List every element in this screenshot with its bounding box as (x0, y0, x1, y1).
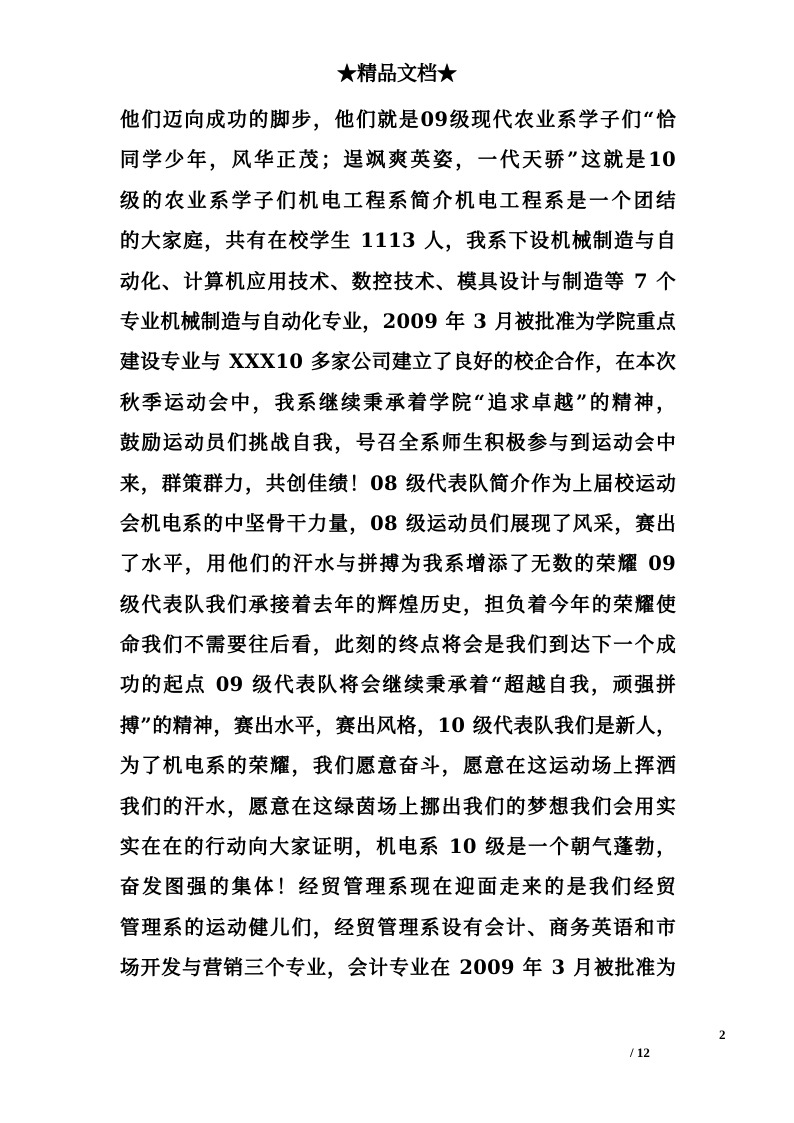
page-total: / 12 (630, 1045, 650, 1060)
text-line: 功的起点 09 级代表队将会继续秉承着“超越自我，顽强拼 (120, 673, 676, 697)
text-line: 为了机电系的荣耀，我们愿意奋斗，愿意在这运动场上挥洒 (120, 754, 676, 778)
text-line: 来，群策群力，共创佳绩！08 级代表队简介作为上届校运动 (120, 471, 676, 495)
text-line: 的大家庭，共有在校学生 1113 人，我系下设机械制造与自 (120, 229, 676, 253)
text-line: 鼓励运动员们挑战自我，号召全系师生积极参与到运动会中 (120, 431, 676, 455)
text-line: 建设专业与 XXX10 多家公司建立了良好的校企合作，在本次 (120, 350, 676, 374)
text-line: 动化、计算机应用技术、数控技术、模具设计与制造等 7 个 (120, 269, 676, 293)
text-line: 管理系的运动健儿们，经贸管理系设有会计、商务英语和市 (120, 915, 676, 939)
text-line: 我们的汗水，愿意在这绿茵场上挪出我们的梦想我们会用实 (120, 794, 676, 818)
text-line: 搏”的精神，赛出水平，赛出风格，10 级代表队我们是新人， (120, 713, 676, 737)
text-line: 专业机械制造与自动化专业，2009 年 3 月被批准为学院重点 (120, 309, 676, 333)
text-line: 实在在的行动向大家证明，机电系 10 级是一个朝气蓬勃， (120, 835, 676, 859)
text-line: 同学少年，风华正茂；逞飒爽英姿，一代天骄”这就是10 (120, 148, 676, 172)
document-body (120, 100, 676, 989)
text-line: 奋发图强的集体！经贸管理系现在迎面走来的是我们经贸 (120, 875, 676, 899)
text-line: 会机电系的中坚骨干力量，08 级运动员们展现了风采，赛出 (120, 511, 676, 535)
text-line: 他们迈向成功的脚步，他们就是09级现代农业系学子们“恰 (120, 108, 676, 131)
text-line: 了水平，用他们的汗水与拼搏为我系增添了无数的荣耀 09 (120, 552, 676, 576)
page-number: 2 (719, 1027, 726, 1042)
text-line: 场开发与营销三个专业，会计专业在 2009 年 3 月被批准为 (120, 956, 676, 980)
text-line: 命我们不需要往后看，此刻的终点将会是我们到达下一个成 (120, 633, 676, 657)
text-line: 级的农业系学子们机电工程系简介机电工程系是一个团结 (120, 188, 676, 212)
page-header-title: ★精品文档★ (337, 61, 457, 85)
text-line: 级代表队我们承接着去年的辉煌历史，担负着今年的荣耀使 (120, 592, 676, 616)
text-line: 秋季运动会中，我系继续秉承着学院“追求卓越”的精神， (120, 390, 676, 414)
